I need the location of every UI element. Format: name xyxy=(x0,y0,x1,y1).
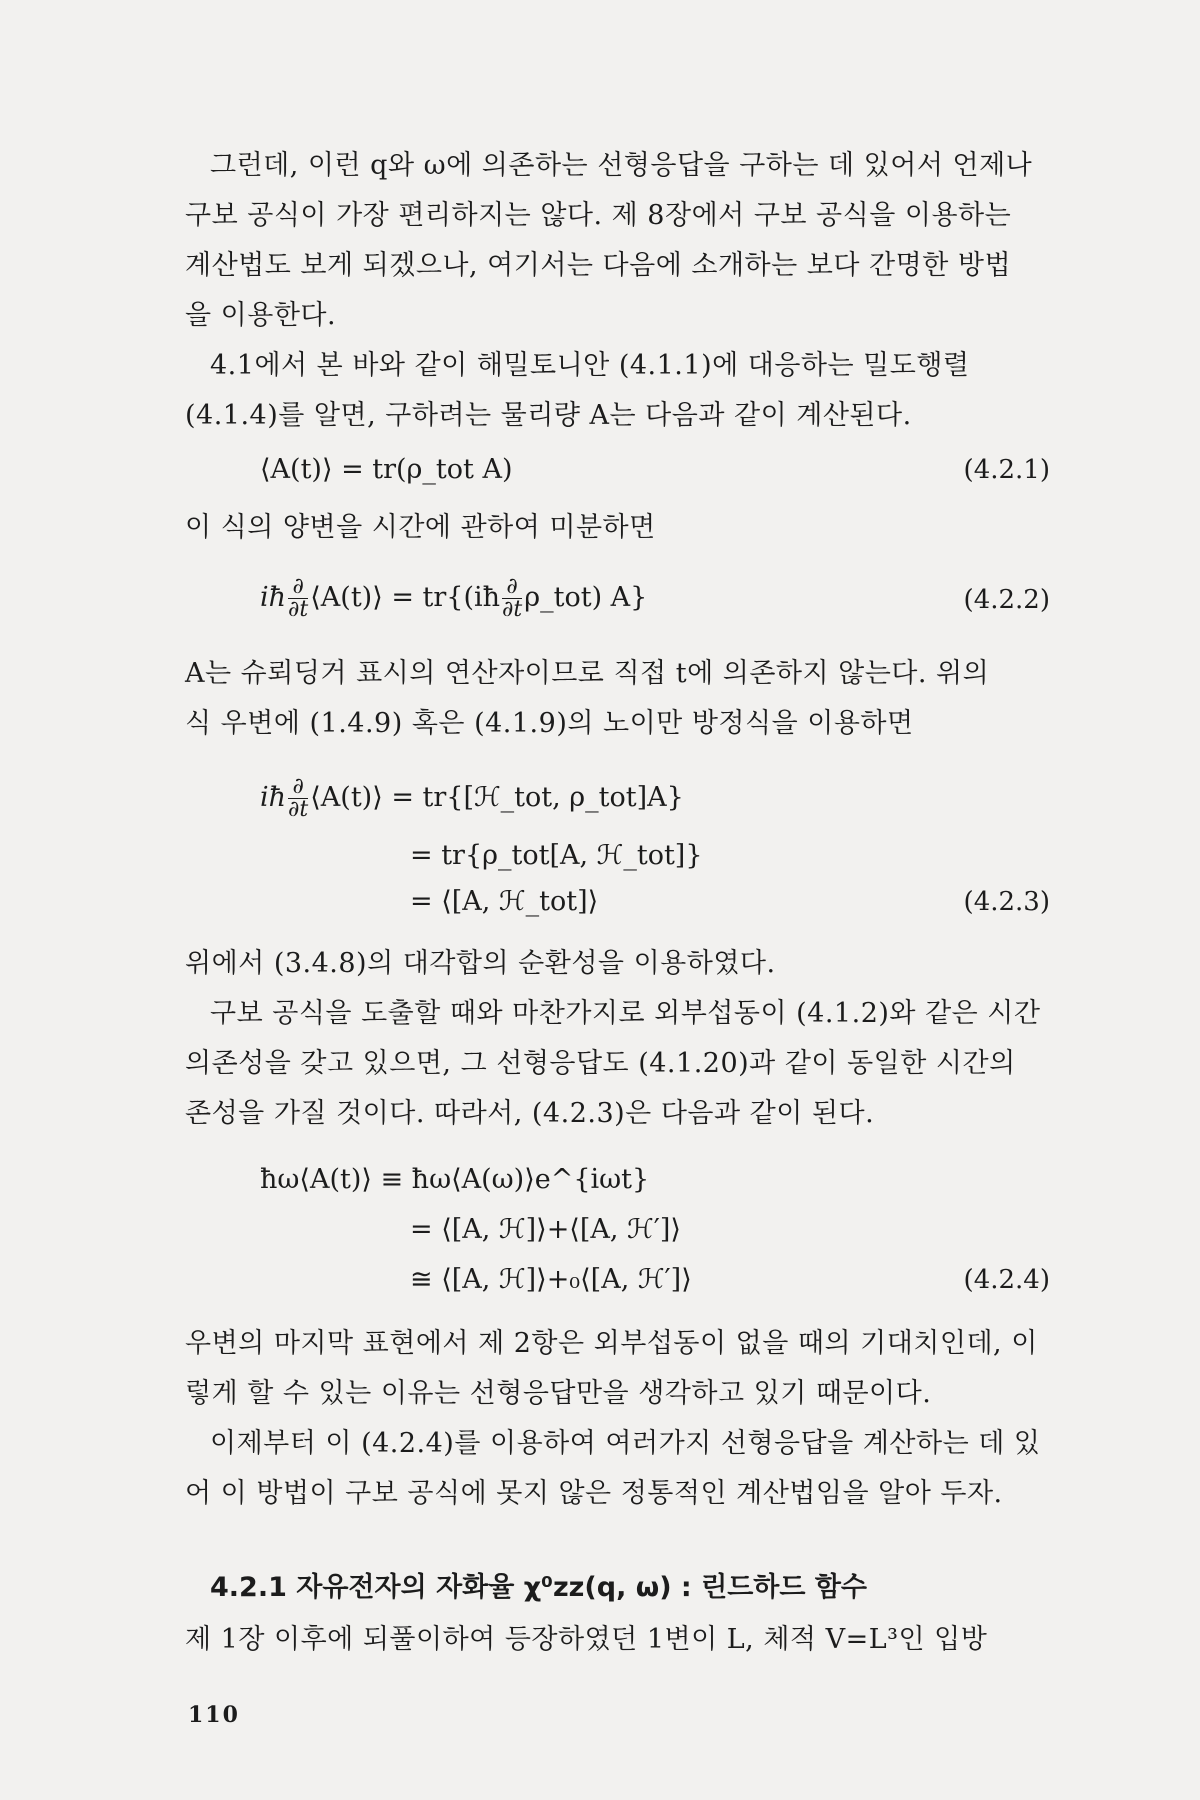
equation-4-2-1: ⟨A(t)⟩ = tr(ρ_tot A) xyxy=(260,454,513,485)
equation-term: ⟨A(t)⟩ = tr{[ℋ_tot, ρ_tot]A} xyxy=(310,782,684,813)
equation-4-2-4-line3: ≅ ⟨[A, ℋ]⟩+₀⟨[A, ℋ′]⟩ xyxy=(410,1264,692,1295)
text-line: 식 우변에 (1.4.9) 혹은 (4.1.9)의 노이만 방정식을 이용하면 xyxy=(185,708,914,739)
equation-number: (4.2.2) xyxy=(963,585,1050,615)
text-line: 4.1에서 본 바와 같이 해밀토니안 (4.1.1)에 대응하는 밀도행렬 xyxy=(210,350,970,381)
fraction-numerator: ∂ xyxy=(288,576,308,599)
equation-number: (4.2.4) xyxy=(963,1265,1050,1295)
equation-4-2-3-line2: = tr{ρ_tot[A, ℋ_tot]} xyxy=(410,840,703,871)
text-line: 존성을 가질 것이다. 따라서, (4.2.3)은 다음과 같이 된다. xyxy=(185,1098,875,1129)
text-line: 이제부터 이 (4.2.4)를 이용하여 여러가지 선형응답을 계산하는 데 있 xyxy=(210,1428,1041,1459)
fraction-numerator: ∂ xyxy=(288,776,308,799)
equation-term: iħ xyxy=(260,582,287,613)
equation-term: ⟨A(t)⟩ = tr{(iħ xyxy=(310,582,501,613)
fraction-denominator: ∂t xyxy=(288,597,309,622)
text-line: 의존성을 갖고 있으면, 그 선형응답도 (4.1.20)과 같이 동일한 시간의 xyxy=(185,1048,1016,1079)
equation-term: iħ xyxy=(260,782,287,813)
equation-number: (4.2.1) xyxy=(963,455,1050,485)
partial-derivative xyxy=(288,576,308,621)
fraction-denominator: ∂t xyxy=(502,597,523,622)
equation-4-2-3-line3: = ⟨[A, ℋ_tot]⟩ xyxy=(410,886,599,917)
text-line: 그런데, 이런 q와 ω에 의존하는 선형응답을 구하는 데 있어서 언제나 xyxy=(210,150,1033,181)
equation-4-2-3-line1 xyxy=(260,776,684,821)
text-line: 구보 공식이 가장 편리하지는 않다. 제 8장에서 구보 공식을 이용하는 xyxy=(185,200,1012,231)
page-number: 110 xyxy=(188,1702,240,1728)
equation-term: ρ_tot) A} xyxy=(524,582,648,613)
text-line: 을 이용한다. xyxy=(185,300,337,331)
section-heading: 4.2.1 자유전자의 자화율 χ⁰zz(q, ω) : 린드하드 함수 xyxy=(210,1572,868,1603)
text-line: 계산법도 보게 되겠으나, 여기서는 다음에 소개하는 보다 간명한 방법 xyxy=(185,250,1012,281)
text-line: 렇게 할 수 있는 이유는 선형응답만을 생각하고 있기 때문이다. xyxy=(185,1378,932,1409)
equation-number: (4.2.3) xyxy=(963,887,1050,917)
text-line: 구보 공식을 도출할 때와 마찬가지로 외부섭동이 (4.1.2)와 같은 시간 xyxy=(210,998,1041,1029)
text-line: (4.1.4)를 알면, 구하려는 물리량 A는 다음과 같이 계산된다. xyxy=(185,400,912,431)
text-line: 위에서 (3.4.8)의 대각합의 순환성을 이용하였다. xyxy=(185,948,776,979)
equation-4-2-4-line2: = ⟨[A, ℋ]⟩+⟨[A, ℋ′]⟩ xyxy=(410,1214,681,1245)
fraction-denominator: ∂t xyxy=(288,797,309,822)
fraction-numerator: ∂ xyxy=(502,576,522,599)
text-line: 이 식의 양변을 시간에 관하여 미분하면 xyxy=(185,512,656,543)
text-line: A는 슈뢰딩거 표시의 연산자이므로 직접 t에 의존하지 않는다. 위의 xyxy=(185,658,990,689)
equation-4-2-4-line1: ħω⟨A(t)⟩ ≡ ħω⟨A(ω)⟩e^{iωt} xyxy=(260,1164,650,1195)
partial-derivative xyxy=(288,776,308,821)
text-line: 제 1장 이후에 되풀이하여 등장하였던 1변이 L, 체적 V=L³인 입방 xyxy=(185,1624,988,1655)
text-line: 어 이 방법이 구보 공식에 못지 않은 정통적인 계산법임을 알아 두자. xyxy=(185,1478,1003,1509)
partial-derivative xyxy=(502,576,522,621)
text-line: 우변의 마지막 표현에서 제 2항은 외부섭동이 없을 때의 기대치인데, 이 xyxy=(185,1328,1038,1359)
equation-4-2-2 xyxy=(260,576,647,621)
